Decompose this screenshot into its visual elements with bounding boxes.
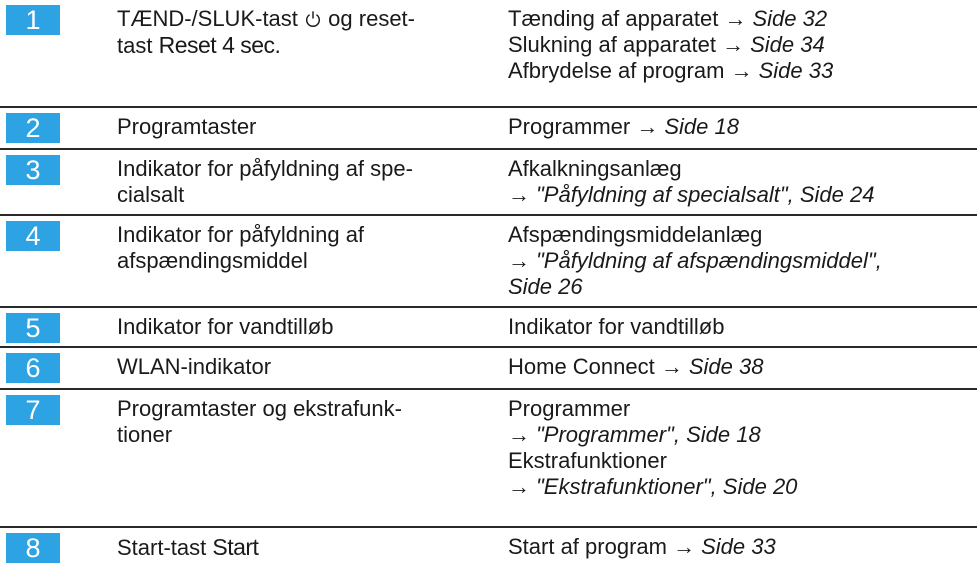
component-line: tast Reset 4 sec. — [117, 32, 281, 58]
row-number-badge: 2 — [6, 113, 60, 143]
table-row — [0, 348, 977, 390]
function-line: → "Påfyldning af specialsalt", Side 24 — [508, 182, 875, 207]
table-row — [0, 150, 977, 216]
function-cell — [508, 396, 797, 500]
row-number-badge: 8 — [6, 533, 60, 563]
function-line: → "Påfyldning af afspændingsmiddel", — [508, 248, 882, 273]
function-line: Afspændingsmiddelanlæg — [508, 222, 763, 247]
function-line: Programmer — [508, 396, 631, 421]
table-row — [0, 108, 977, 150]
function-cell — [508, 114, 739, 140]
component-line: Start-tast Start — [117, 534, 259, 560]
component-cell — [117, 534, 258, 561]
start-key-label: Start — [212, 534, 259, 560]
function-cell — [508, 6, 833, 84]
table-row — [0, 216, 977, 308]
row-number-badge: 5 — [6, 313, 60, 343]
table-row — [0, 528, 977, 572]
function-cell — [508, 354, 764, 380]
row-number-badge: 3 — [6, 155, 60, 185]
function-line: Start af program → Side 33 — [508, 534, 776, 559]
reset-key-label: Reset 4 sec. — [158, 32, 281, 58]
row-number-badge: 4 — [6, 221, 60, 251]
function-line: Ekstrafunktioner — [508, 448, 667, 473]
function-line: Slukning af apparatet → Side 34 — [508, 32, 825, 57]
component-cell: Indikator for påfyldning af afspændingsmiddel — [117, 222, 365, 273]
function-cell — [508, 534, 776, 560]
function-line: Afbrydelse af program → Side 33 — [508, 58, 834, 83]
row-number-badge: 1 — [6, 5, 60, 35]
function-cell — [508, 156, 875, 208]
component-cell: Indikator for vandtilløb — [117, 314, 334, 339]
table-row — [0, 308, 977, 348]
row-number-badge: 7 — [6, 395, 60, 425]
row-number-badge: 6 — [6, 353, 60, 383]
component-line: TÆND-/SLUK-tast og reset- — [117, 6, 415, 31]
function-line: → "Ekstrafunktioner", Side 20 — [508, 474, 798, 499]
table-row — [0, 390, 977, 528]
function-line: → "Programmer", Side 18 — [508, 422, 761, 447]
component-cell — [117, 6, 415, 59]
component-cell: Programtaster og ekstrafunk- tioner — [117, 396, 402, 447]
function-cell — [508, 314, 724, 340]
function-cell — [508, 222, 882, 300]
component-cell: WLAN-indikator — [117, 354, 272, 379]
component-cell: Indikator for påfyldning af spe- cialsalt — [117, 156, 413, 207]
power-icon — [304, 10, 322, 28]
component-cell: Programtaster — [117, 114, 257, 139]
table-row — [0, 0, 977, 108]
function-line: Indikator for vandtilløb — [508, 314, 725, 339]
function-line: Side 26 — [508, 274, 583, 299]
function-line: Afkalkningsanlæg — [508, 156, 682, 181]
function-line: Tænding af apparatet → Side 32 — [508, 6, 828, 31]
function-line: Programmer → Side 18 — [508, 114, 739, 139]
function-line: Home Connect → Side 38 — [508, 354, 764, 379]
